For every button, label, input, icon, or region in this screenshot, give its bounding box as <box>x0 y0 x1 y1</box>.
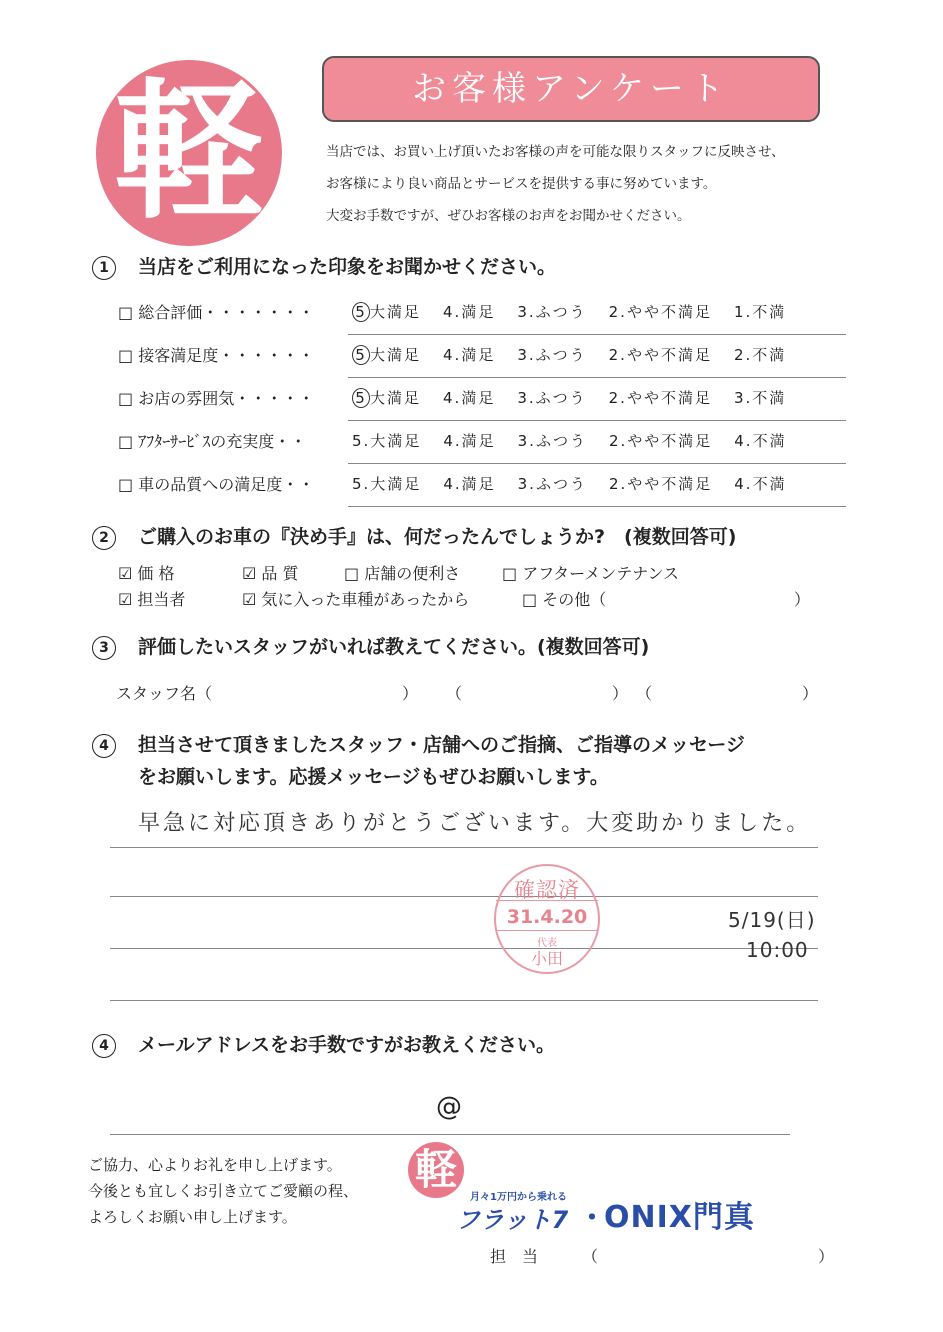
brand-kei-logo <box>408 1142 464 1198</box>
q2-heading <box>92 522 736 550</box>
staff-paren: ） <box>802 684 819 703</box>
at-sign: @ <box>436 1092 462 1122</box>
stamp-top-text: 確認済 <box>514 878 580 902</box>
staff-paren: ） <box>612 684 629 703</box>
title-banner <box>322 56 820 122</box>
rating-option[interactable]: 1.不満 <box>733 303 787 321</box>
intro-line-1: 当店では、お買い上げ頂いたお客様の声を可能な限りスタッフに反映させ、 <box>326 144 785 160</box>
staff-paren: （ <box>636 684 653 703</box>
handwritten-time: 10:00 <box>746 938 809 962</box>
staff-paren: （ <box>446 684 463 703</box>
rating-option[interactable]: 3.ふつう <box>517 389 587 407</box>
rating-option[interactable]: 3.ふつう <box>517 432 587 450</box>
q4-heading-text-2: をお願いします。応援メッセージもぜひお願いします。 <box>138 766 609 788</box>
rating-option[interactable]: 2.やや不満足 <box>608 389 712 407</box>
message-line <box>110 1000 818 1001</box>
rating-row-line <box>348 463 846 464</box>
checkbox-other[interactable]: □ その他（ <box>522 590 607 609</box>
intro-line-3: 大変お手数ですが、ぜひお客様のお声をお聞かせください。 <box>326 208 691 224</box>
rating-label[interactable]: □ ｱﾌﾀｰｻｰﾋﾞｽの充実度・・ <box>118 432 307 451</box>
rating-option[interactable]: 2.やや不満足 <box>608 346 712 364</box>
logo-kanji: 軽 <box>113 66 264 240</box>
rating-options <box>352 430 787 451</box>
rating-option-5[interactable]: 5. <box>352 475 371 493</box>
q2-heading-text: ご購入のお車の『決め手』は、何だったんでしょうか? (複数回答可) <box>138 526 737 548</box>
q1-heading-text: 当店をご利用になった印象をお聞かせください。 <box>138 256 557 278</box>
message-line <box>110 896 818 897</box>
rating-label[interactable]: □ 車の品質への満足度・・ <box>118 475 315 494</box>
checkbox-liked-model[interactable]: ☑ 気に入った車種があったから <box>242 590 470 609</box>
q4-heading-text-1: 担当させて頂きましたスタッフ・店舗へのご指摘、ご指導のメッセージ <box>138 734 745 756</box>
q4-heading <box>92 730 745 758</box>
staff-in-charge-close: ） <box>818 1247 835 1266</box>
checkbox-price[interactable]: ☑ 価 格 <box>118 564 175 583</box>
rating-option[interactable]: 4.満足 <box>443 389 496 407</box>
email-heading-text: メールアドレスをお手数ですがお教えください。 <box>138 1034 556 1056</box>
rating-option[interactable]: 4.不満 <box>734 432 787 450</box>
rating-option[interactable]: 大満足 <box>370 432 422 450</box>
rating-label[interactable]: □ 接客満足度・・・・・・ <box>118 346 315 365</box>
rating-label[interactable]: □ 総合評価・・・・・・・ <box>118 303 315 322</box>
rating-row-line <box>348 334 846 335</box>
rating-option-5[interactable]: 5 <box>352 345 370 365</box>
email-input-line[interactable] <box>110 1134 790 1135</box>
confirmation-stamp <box>494 864 600 974</box>
q4-number: 4 <box>92 734 116 758</box>
rating-option[interactable]: 3.ふつう <box>517 303 587 321</box>
email-heading <box>92 1030 555 1058</box>
thanks-line-1: ご協力、心よりお礼を申し上げます。 <box>88 1156 342 1174</box>
q3-number: 3 <box>92 636 116 660</box>
rating-option[interactable]: 大満足 <box>370 303 422 321</box>
stamp-date: 31.4.20 <box>506 906 588 928</box>
q3-heading <box>92 632 649 660</box>
checkbox-staff[interactable]: ☑ 担当者 <box>118 590 186 609</box>
other-close-paren: ） <box>794 590 811 609</box>
rating-options <box>352 344 786 365</box>
rating-option[interactable]: 2.やや不満足 <box>608 475 713 493</box>
rating-row-line <box>348 420 846 421</box>
thanks-line-3: よろしくお願い申し上げます。 <box>88 1208 297 1226</box>
q1-heading <box>92 252 556 280</box>
rating-option[interactable]: 4.満足 <box>443 303 496 321</box>
kei-logo <box>96 60 282 246</box>
stamp-divider <box>496 900 598 901</box>
rating-row-line <box>348 377 846 378</box>
rating-option-5[interactable]: 5 <box>352 388 370 408</box>
page-title: お客様アンケート <box>412 69 730 109</box>
brand-dot: ・ <box>578 1201 607 1234</box>
staff-name-label: スタッフ名（ <box>116 684 213 703</box>
message-line <box>110 847 818 848</box>
rating-option[interactable]: 2.やや不満足 <box>608 432 713 450</box>
rating-option[interactable]: 大満足 <box>370 389 422 407</box>
q2-number: 2 <box>92 526 116 550</box>
rating-option[interactable]: 2.不満 <box>733 346 787 364</box>
intro-line-2: お客様により良い商品とサービスを提供する事に努めています。 <box>326 176 717 192</box>
q1-number: 1 <box>92 256 116 280</box>
rating-option[interactable]: 2.やや不満足 <box>608 303 712 321</box>
rating-option[interactable]: 3.ふつう <box>517 346 587 364</box>
message-line <box>110 948 818 949</box>
checkbox-quality[interactable]: ☑ 品 質 <box>242 564 299 583</box>
brand-kanji: 軽 <box>414 1145 457 1194</box>
rating-option[interactable]: 大満足 <box>370 346 422 364</box>
brand-onix-kadoma: ONIX門真 <box>604 1200 755 1235</box>
rating-options <box>352 387 786 408</box>
rating-option[interactable]: 4.満足 <box>443 475 496 493</box>
brand-flat7: フラット7 <box>456 1206 569 1234</box>
stamp-divider <box>496 930 598 931</box>
rating-option[interactable]: 4.満足 <box>443 432 496 450</box>
rating-label[interactable]: □ お店の雰囲気・・・・・ <box>118 389 315 408</box>
handwritten-date: 5/19(日) <box>728 908 816 932</box>
email-number: 4 <box>92 1034 116 1058</box>
rating-option-5[interactable]: 5 <box>352 302 370 322</box>
rating-options <box>352 473 787 494</box>
q3-heading-text: 評価したいスタッフがいれば教えてください。(複数回答可) <box>138 636 650 658</box>
rating-option[interactable]: 大満足 <box>370 475 422 493</box>
brand-tagline: 月々1万円から乗れる <box>470 1192 567 1203</box>
rating-row-line <box>348 506 846 507</box>
staff-in-charge-open: （ <box>582 1247 599 1266</box>
rating-option[interactable]: 4.満足 <box>443 346 496 364</box>
handwritten-message: 早急に対応頂きありがとうございます。大変助かりました。 <box>138 811 812 836</box>
stamp-name: 小田 <box>530 949 563 968</box>
rating-options <box>352 301 786 322</box>
rating-option[interactable]: 4.不満 <box>734 475 787 493</box>
thanks-line-2: 今後とも宜しくお引き立てご愛顧の程、 <box>88 1182 359 1200</box>
checkbox-after-maintenance[interactable]: □ アフターメンテナンス <box>502 564 680 583</box>
checkbox-store-convenience[interactable]: □ 店舗の便利さ <box>344 564 461 583</box>
rating-option-5[interactable]: 5. <box>352 432 371 450</box>
staff-paren: ） <box>402 684 419 703</box>
staff-in-charge-label: 担 当 <box>490 1247 539 1266</box>
rating-option[interactable]: 3.ふつう <box>517 475 587 493</box>
rating-option[interactable]: 3.不満 <box>733 389 787 407</box>
stamp-role: 代表 <box>537 938 557 949</box>
